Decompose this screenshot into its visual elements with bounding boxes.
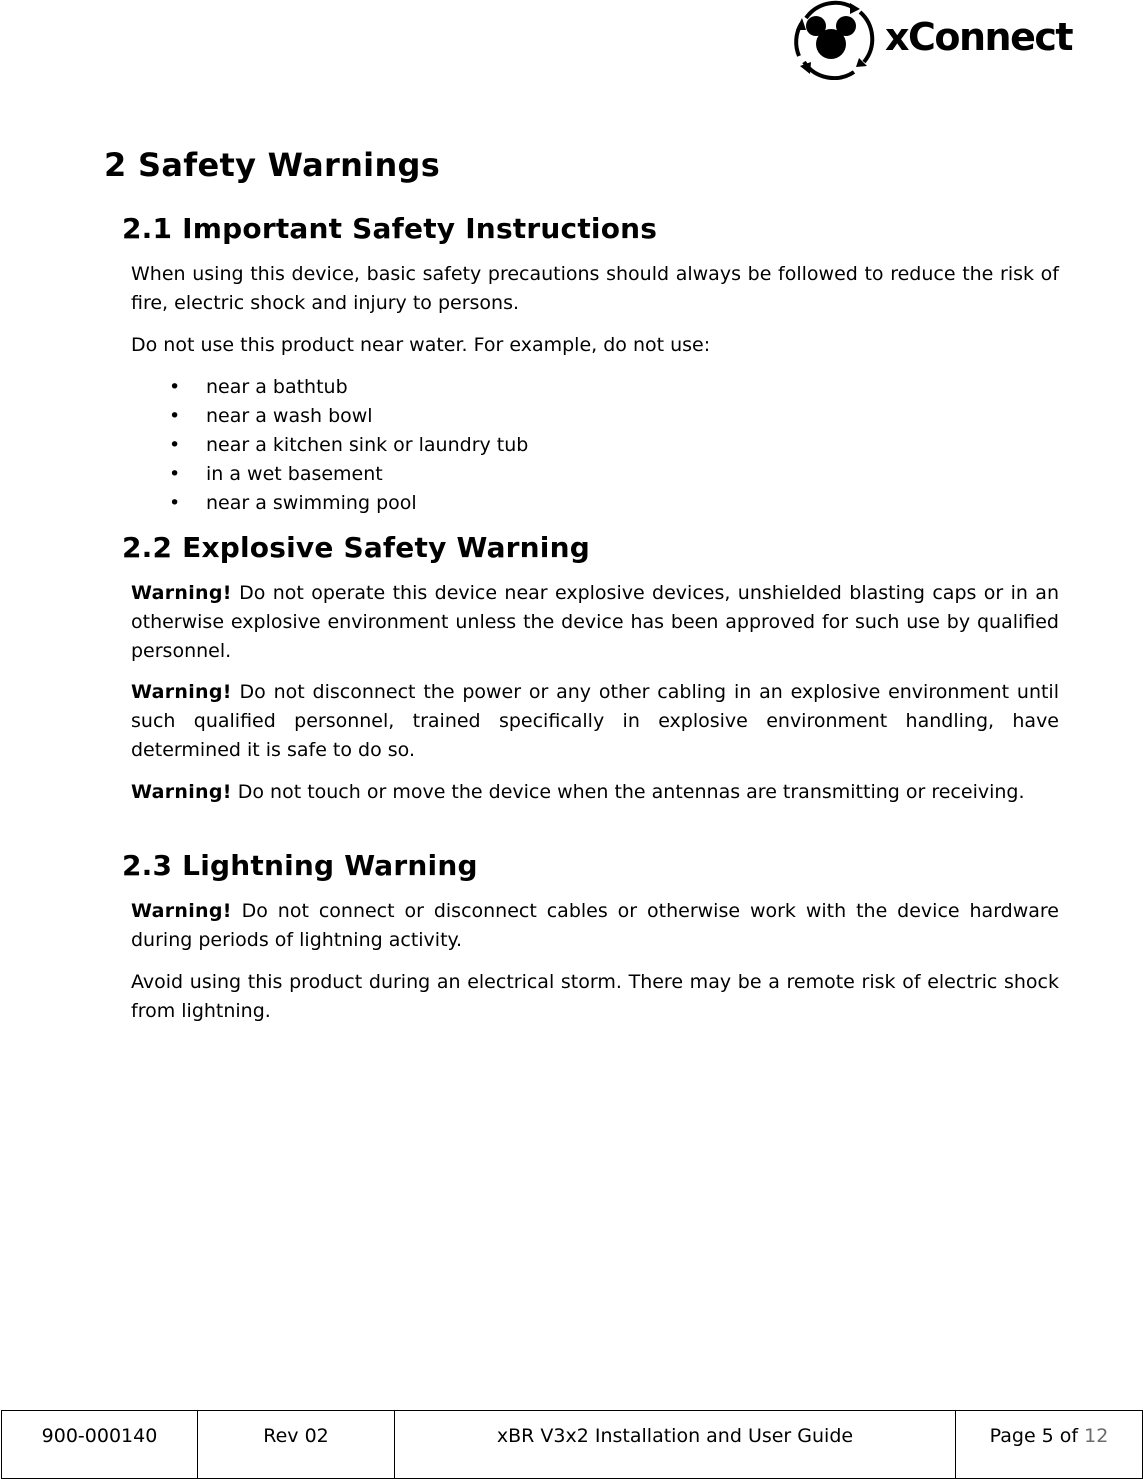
subsection-title-2-2: 2.2 Explosive Safety Warning — [122, 531, 590, 564]
bullet-icon: • — [169, 463, 181, 485]
xconnect-logo — [792, 0, 1073, 80]
list-item-text: near a wash bowl — [206, 405, 373, 427]
warning-label: Warning! — [131, 681, 232, 703]
warning-text: Do not operate this device near explosive devices, unshielded blasting caps or in an otherwise explosive environment unless the device has been approved for such use by qualified personnel. — [131, 582, 1059, 662]
explosive-warning-1 — [131, 579, 1059, 666]
list-item — [131, 431, 528, 460]
list-item-text: near a swimming pool — [206, 492, 417, 514]
bullet-icon: • — [169, 434, 181, 456]
list-item — [131, 373, 528, 402]
bullet-icon: • — [169, 492, 181, 514]
water-locations-list — [131, 373, 528, 518]
doc-number: 900-000140 — [2, 1411, 198, 1479]
lightning-warning — [131, 897, 1059, 955]
subsection-title-2-1: 2.1 Important Safety Instructions — [122, 212, 658, 245]
page-prefix: Page 5 of — [989, 1425, 1085, 1447]
warning-label: Warning! — [131, 781, 232, 803]
list-item — [131, 489, 528, 518]
page-footer — [1, 1410, 1143, 1479]
page-total: 12 — [1084, 1425, 1109, 1447]
list-item-text: near a bathtub — [206, 376, 348, 398]
warning-text: Do not touch or move the device when the antennas are transmitting or receiving. — [231, 781, 1025, 803]
warning-label: Warning! — [131, 582, 232, 604]
warning-text: Do not connect or disconnect cables or otherwise work with the device hardware during periods of lightning activity. — [131, 900, 1059, 951]
bullet-icon: • — [169, 376, 181, 398]
explosive-warning-3 — [131, 778, 1059, 807]
section-title: 2 Safety Warnings — [104, 146, 441, 184]
list-item — [131, 460, 528, 489]
revision: Rev 02 — [198, 1411, 395, 1479]
water-warning-paragraph: Do not use this product near water. For example, do not use: — [131, 334, 711, 356]
warning-text: Do not disconnect the power or any other cabling in an explosive environment until such qualified personnel, trained specifically in explosive environment handling, have determined it is safe to do so. — [131, 681, 1059, 761]
subsection-title-2-3: 2.3 Lightning Warning — [122, 849, 478, 882]
list-item-text: near a kitchen sink or laundry tub — [206, 434, 529, 456]
page-number — [956, 1411, 1143, 1479]
explosive-warning-2 — [131, 678, 1059, 765]
bullet-icon: • — [169, 405, 181, 427]
safety-intro-paragraph: When using this device, basic safety precautions should always be followed to reduce the risk of fire, electric shock and injury to persons. — [131, 263, 1059, 314]
list-item-text: in a wet basement — [206, 463, 383, 485]
doc-title: xBR V3x2 Installation and User Guide — [395, 1411, 956, 1479]
storm-paragraph: Avoid using this product during an electrical storm. There may be a remote risk of electric shock from lightning. — [131, 971, 1059, 1022]
list-item — [131, 402, 528, 431]
logo-text: xConnect — [885, 15, 1073, 59]
warning-label: Warning! — [131, 900, 232, 922]
